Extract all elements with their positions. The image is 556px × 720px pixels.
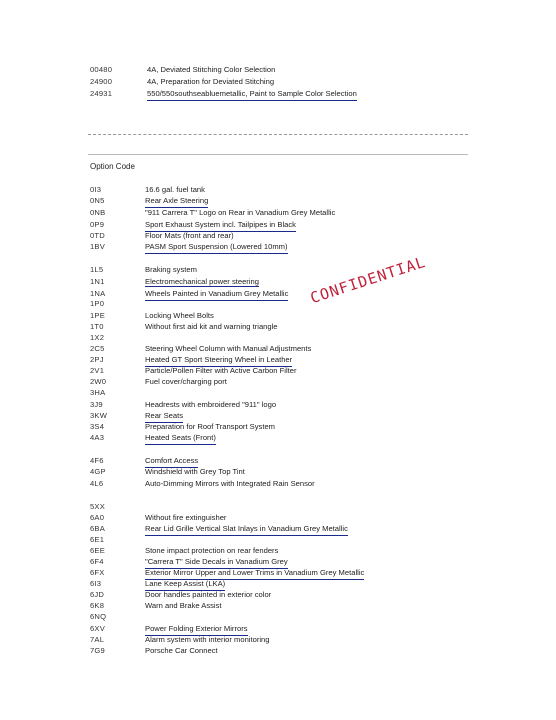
option-code: 00480 (90, 65, 113, 74)
option-code: 2PJ (90, 355, 104, 364)
option-code: 5XX (90, 502, 105, 511)
option-description: "911 Carrera T" Logo on Rear in Vanadium Grey Metallic (145, 208, 336, 217)
option-description: Preparation for Roof Transport System (145, 422, 275, 431)
option-code: 6NQ (90, 612, 107, 621)
page-break-rule (88, 154, 468, 155)
option-code: 24931 (90, 89, 113, 98)
page-break-rule (88, 134, 468, 135)
option-code: 1X2 (90, 333, 105, 342)
option-description: Comfort Access (145, 455, 198, 468)
confidential-stamp: CONFIDENTIAL (308, 252, 429, 308)
option-description: Sport Exhaust System incl. Tailpipes in Black (145, 219, 296, 232)
option-code: 2V1 (90, 366, 105, 375)
option-code: 6F4 (90, 557, 104, 566)
option-code: 1NA (90, 289, 106, 298)
option-code: 0TD (90, 231, 105, 240)
option-code: 3KW (90, 411, 108, 420)
option-description: Stone impact protection on rear fenders (145, 546, 279, 555)
option-code: 4L6 (90, 479, 104, 488)
option-code: 6FX (90, 568, 105, 577)
option-code: 6K8 (90, 601, 105, 610)
option-description: Windshield with Grey Top Tint (145, 467, 245, 476)
option-description: Warn and Brake Assist (145, 601, 222, 610)
option-code: 3HA (90, 388, 106, 397)
option-description: Locking Wheel Bolts (145, 311, 214, 320)
option-description: 4A, Deviated Stitching Color Selection (147, 65, 276, 74)
option-description: Without fire extinguisher (145, 513, 227, 522)
option-description: Floor Mats (front and rear) (145, 231, 234, 240)
option-code: 0P9 (90, 220, 105, 229)
option-description: PASM Sport Suspension (Lowered 10mm) (145, 241, 288, 254)
option-code: 6I3 (90, 579, 102, 588)
option-description: Heated GT Sport Steering Wheel in Leather (145, 354, 292, 367)
option-code: 7AL (90, 635, 105, 644)
option-code: 0N5 (90, 196, 105, 205)
option-code: 6EE (90, 546, 105, 555)
option-description: Exterior Mirror Upper and Lower Trims in Vanadium Grey Metallic (145, 567, 364, 580)
option-code: 0I3 (90, 185, 102, 194)
option-code: 4F6 (90, 456, 104, 465)
option-code: 1T0 (90, 322, 104, 331)
option-code: 6BA (90, 524, 105, 533)
option-description: Wheels Painted in Vanadium Grey Metallic (145, 288, 288, 301)
option-description-text: Electromechanical power steering (145, 277, 259, 286)
option-description: Rear Axle Steering (145, 195, 208, 208)
option-code: 3J9 (90, 400, 103, 409)
section-header: Option Code (90, 162, 135, 171)
option-description: Lane Keep Assist (LKA) (145, 578, 225, 591)
option-code: 24900 (90, 77, 113, 86)
option-code: 1BV (90, 242, 105, 251)
option-description (145, 276, 259, 288)
option-description: Auto-Dimming Mirrors with Integrated Rain Sensor (145, 479, 315, 488)
option-code: 2C5 (90, 344, 105, 353)
option-description: 16.6 gal. fuel tank (145, 185, 205, 194)
option-code: 2W0 (90, 377, 107, 386)
option-description: Steering Wheel Column with Manual Adjustments (145, 344, 312, 353)
option-description: Porsche Car Connect (145, 646, 218, 655)
option-description: 4A, Preparation for Deviated Stitching (147, 77, 275, 86)
option-description: Fuel cover/charging port (145, 377, 227, 386)
option-description: Headrests with embroidered "911" logo (145, 400, 277, 409)
option-code: 4A3 (90, 433, 105, 442)
option-description: Alarm system with interior monitoring (145, 635, 270, 644)
option-code: 6XV (90, 624, 105, 633)
option-description: Heated Seats (Front) (145, 432, 216, 445)
option-description: Door handles painted in exterior color (145, 590, 272, 599)
option-code: 1N1 (90, 277, 105, 286)
option-code: 3S4 (90, 422, 105, 431)
option-code: 6JD (90, 590, 105, 599)
option-description: Rear Lid Grille Vertical Slat Inlays in Vanadium Grey Metallic (145, 523, 348, 536)
option-description: Braking system (145, 265, 197, 274)
option-description: 550/550southseabluemetallic, Paint to Sample Color Selection (147, 88, 357, 101)
option-code: 0NB (90, 208, 106, 217)
option-code: 1PE (90, 311, 105, 320)
option-code: 7G9 (90, 646, 105, 655)
option-code: 6A0 (90, 513, 105, 522)
option-description: Particle/Pollen Filter with Active Carbon Filter (145, 366, 297, 375)
option-code: 6E1 (90, 535, 105, 544)
option-code: 4GP (90, 467, 106, 476)
option-description: Rear Seats (145, 410, 183, 423)
option-description: "Carrera T" Side Decals in Vanadium Grey (145, 556, 288, 569)
option-code: 1P0 (90, 299, 105, 308)
option-description: Without first aid kit and warning triangle (145, 322, 278, 331)
option-code: 1L5 (90, 265, 104, 274)
option-description: Power Folding Exterior Mirrors (145, 623, 248, 636)
